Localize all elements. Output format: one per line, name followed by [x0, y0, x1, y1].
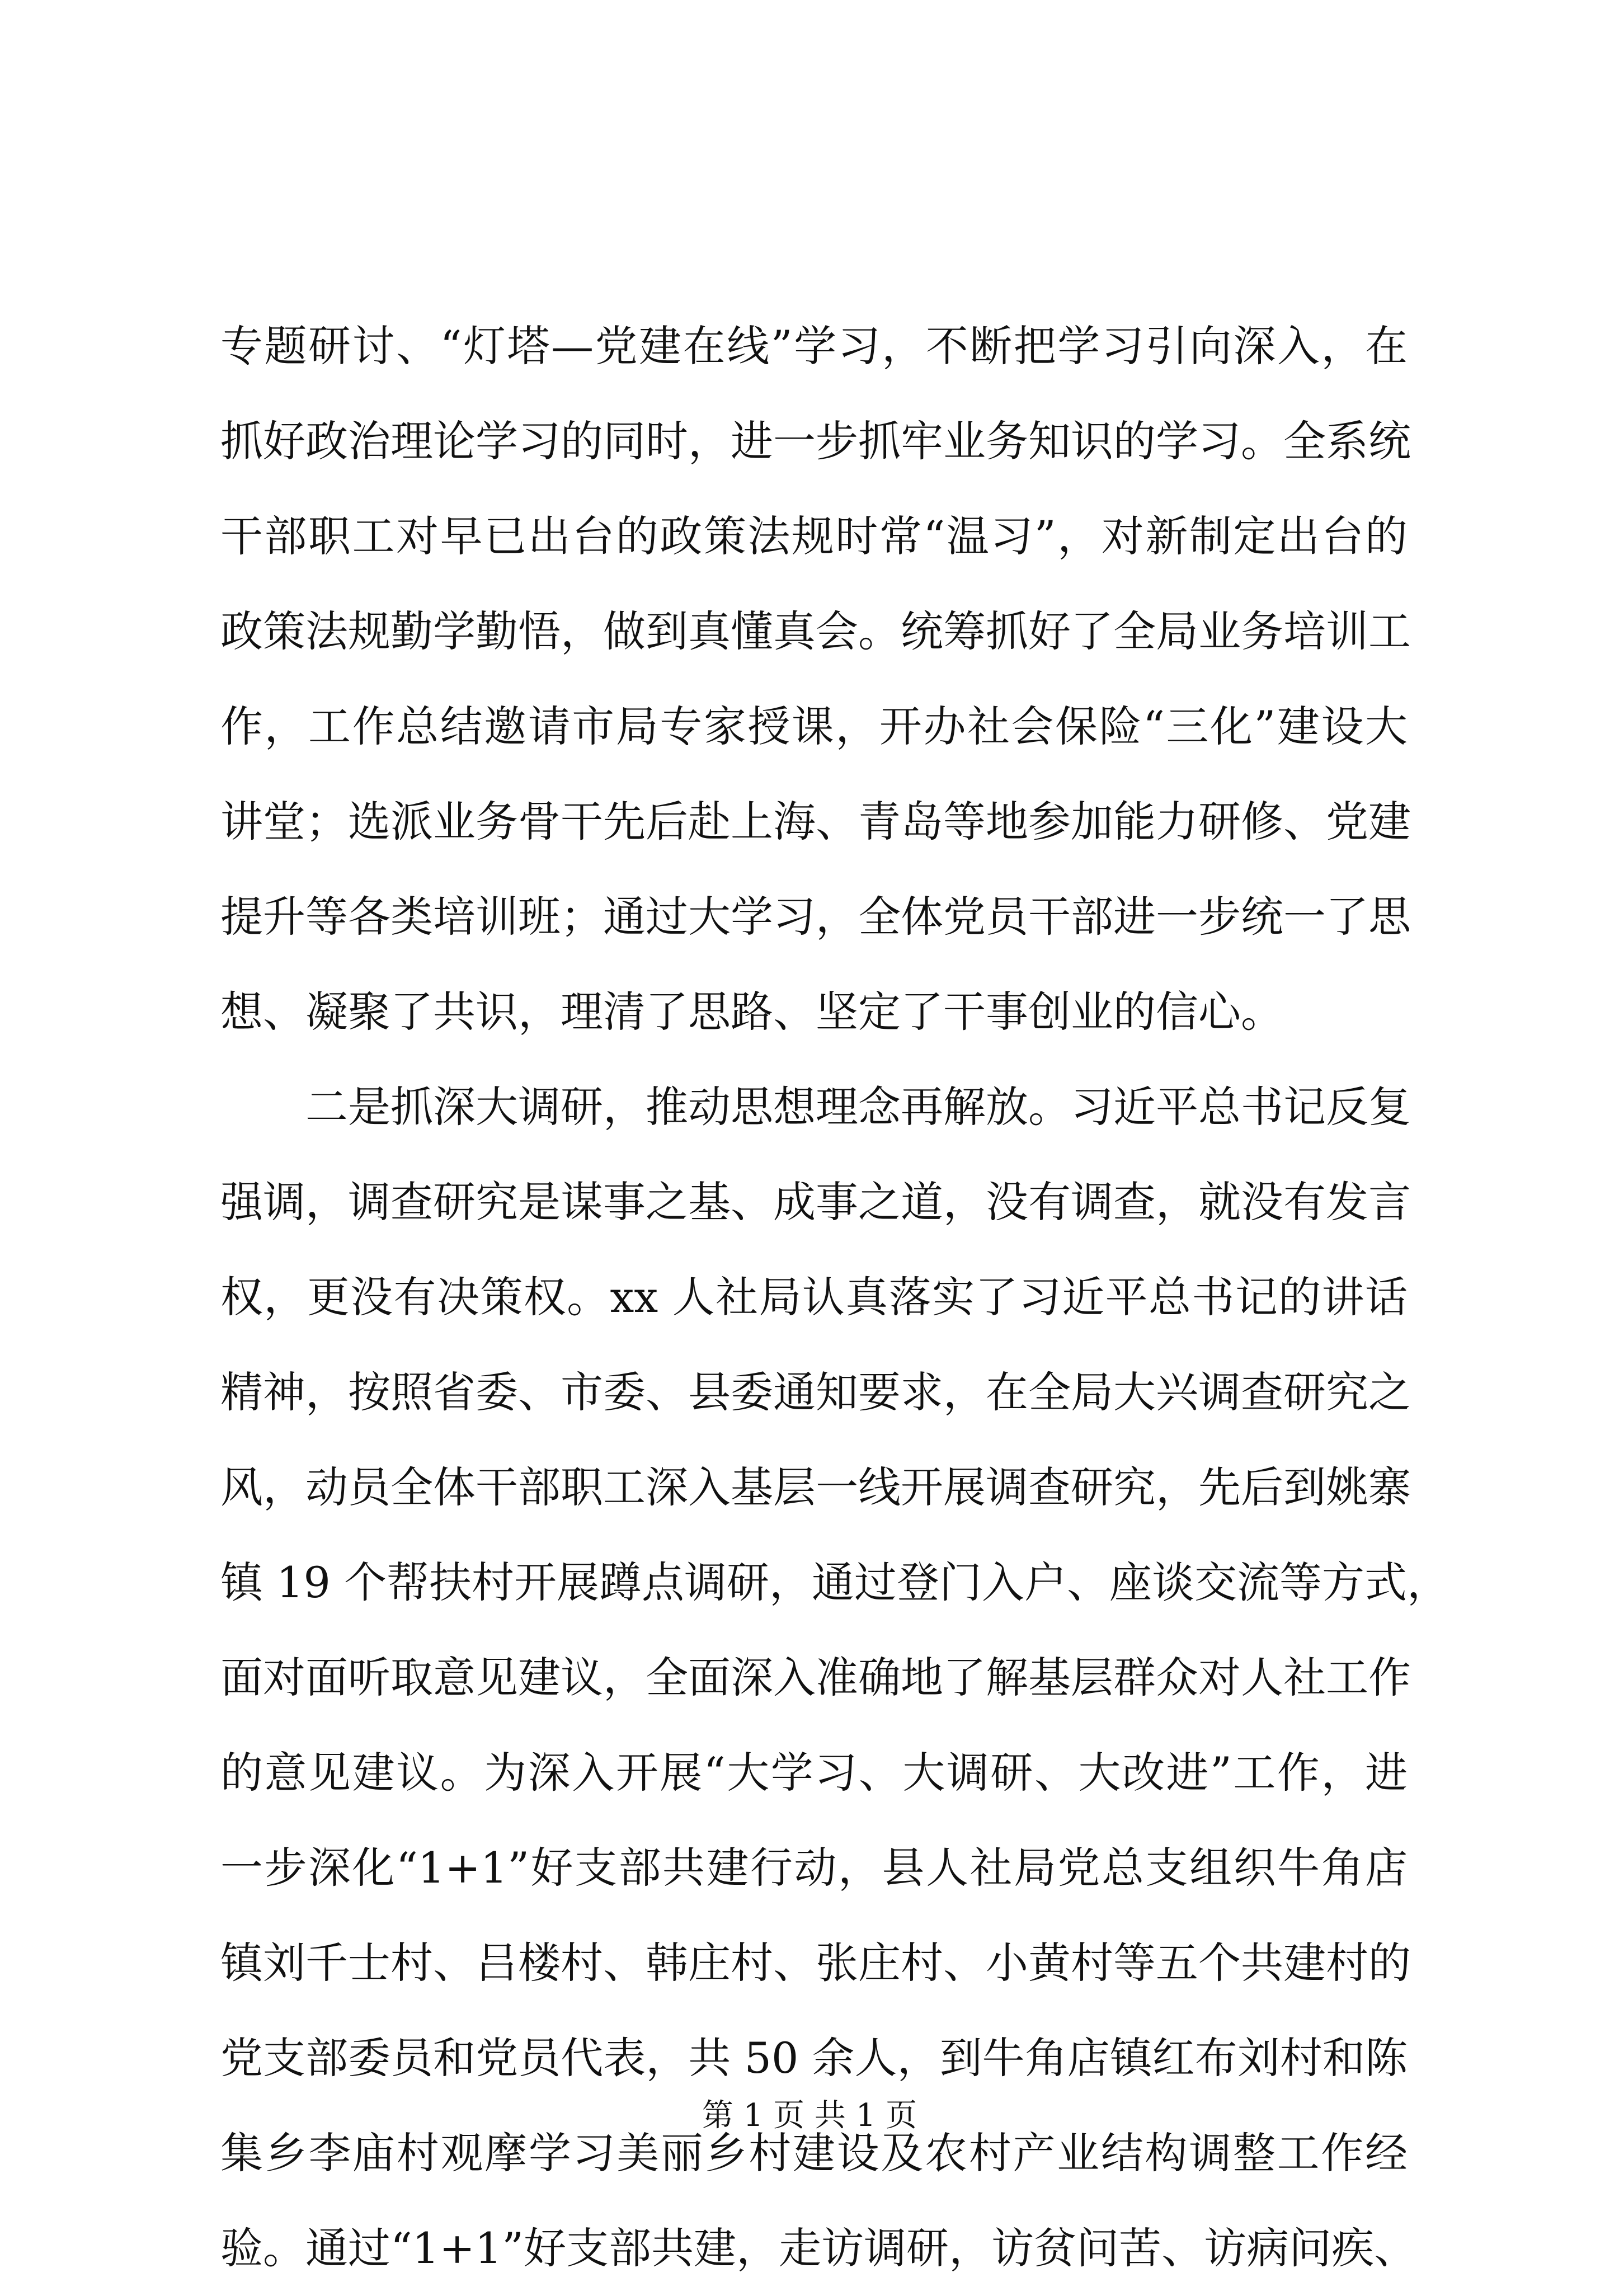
document-body — [220, 299, 1450, 2296]
text-line: 面对面听取意见建议，全面深入准确地了解基层群众对人社工作 — [220, 1653, 1411, 1702]
text-line: 镇 19 个帮扶村开展蹲点调研，通过登门入户、座谈交流等方式， — [220, 1558, 1450, 1607]
text-line: 验。通过“1+1”好支部共建，走访调研，访贫问苦、访病问疾、 — [220, 2223, 1417, 2273]
text-line: 政策法规勤学勤悟，做到真懂真会。统筹抓好了全局业务培训工 — [220, 606, 1411, 656]
text-line: 镇刘千士村、吕楼村、韩庄村、张庄村、小黄村等五个共建村的 — [220, 1938, 1411, 1988]
text-line: 二是抓深大调研，推动思想理念再解放。习近平总书记反复 — [305, 1082, 1411, 1132]
text-line: 讲堂；选派业务骨干先后赴上海、青岛等地参加能力研修、党建 — [220, 797, 1411, 846]
text-line: 作，工作总结邀请市局专家授课，开办社会保险“三化”建设大 — [220, 702, 1408, 751]
text-line: 提升等各类培训班；通过大学习，全体党员干部进一步统一了思 — [220, 892, 1411, 942]
text-line: 风，动员全体干部职工深入基层一线开展调查研究，先后到姚寨 — [220, 1462, 1411, 1512]
text-line: 的意见建议。为深入开展“大学习、大调研、大改进”工作，进 — [220, 1748, 1408, 1798]
text-line: 精神，按照省委、市委、县委通知要求，在全局大兴调查研究之 — [220, 1367, 1411, 1417]
text-line: 干部职工对早已出台的政策法规时常“温习”，对新制定出台的 — [220, 511, 1408, 561]
text-line: 集乡李庙村观摩学习美丽乡村建设及农村产业结构调整工作经 — [220, 2128, 1408, 2178]
text-line: 强调，调查研究是谋事之基、成事之道，没有调查，就没有发言 — [220, 1177, 1411, 1227]
text-line: 权，更没有决策权。xx 人社局认真落实了习近平总书记的讲话 — [220, 1272, 1408, 1322]
text-line: 想、凝聚了共识，理清了思路、坚定了干事创业的信心。 — [220, 987, 1283, 1037]
paragraph-1 — [220, 299, 1411, 1060]
text-line: 党支部委员和党员代表，共 50 余人，到牛角店镇红布刘村和陈 — [220, 2033, 1408, 2083]
text-line: 一步深化“1+1”好支部共建行动，县人社局党总支组织牛角店 — [220, 1843, 1408, 1893]
page-footer: 第 1 页 共 1 页 — [702, 2097, 917, 2134]
text-line: 抓好政治理论学习的同时，进一步抓牢业务知识的学习。全系统 — [220, 416, 1411, 466]
text-line: 专题研讨、“灯塔—党建在线”学习，不断把学习引向深入，在 — [220, 321, 1408, 371]
